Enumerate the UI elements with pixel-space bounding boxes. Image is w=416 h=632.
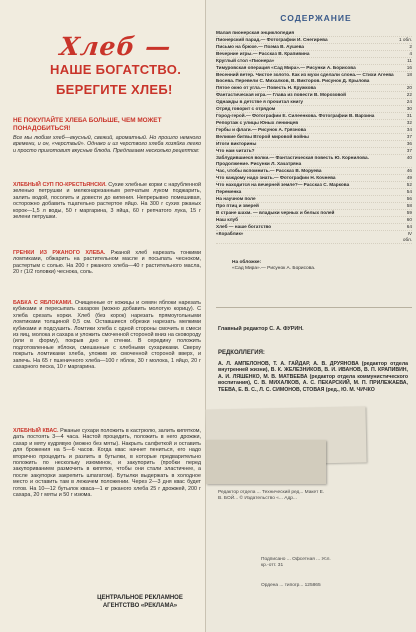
contents-row [216, 127, 412, 134]
contents-row-title: Письмо на брюхе.— Поэма В. Аушева [216, 44, 305, 49]
recipe-kvass-text: Ржаные сухари положить в кастрюлю, залить кипятком, дать постоять 3—4 часа. Настой процедить, положить в него дрожжи, сахар и мяту кудрявую (можно без мяты). Накрыть салфеткой и оставить для брожения на 5—6 часов. Когда квас начнет пениться, его надо вторично процедить и разлить в бутылки, в которые предварительно положить по нескольку изюминок, и закупорить (пробки перед закупориванием размочить в кипятке, чтобы они стали эластичнее, а после закупорки закрепить шпагатом). Бутылки выдержать в холодное место и оставить там в лежачем положении. Через 2—3 дня квас будет готов. На 10—12 бутылок кваса—1 кг ржаного хлеба 25 г дрожжей, 200 г сахара, 20 г мяты и 50 г изюма. [13, 428, 201, 499]
contents-row [216, 113, 412, 120]
contents-row [216, 134, 412, 141]
contents-row-page: 24 [406, 99, 412, 104]
contents-row-page: 40 [406, 155, 412, 160]
contents-row-page: 37 [406, 148, 412, 153]
contents-row [216, 51, 412, 58]
recipe-kvass [13, 428, 201, 498]
contents-row-title: Город-герой.— Фотографии Е. Силеенкова. Фотографии В. Варзина [216, 113, 375, 118]
contents-row [216, 224, 412, 231]
contents-row [216, 30, 412, 37]
contents-row [216, 175, 412, 182]
contents-row-title: В стране шахм. — владыки черных и белых полей [216, 210, 335, 215]
contents-row-page: 31 [406, 113, 412, 118]
editorial-board-heading: РЕДКОЛЛЕГИЯ: [218, 350, 265, 356]
contents-row [216, 217, 412, 224]
overlapping-paper-strip-2 [206, 440, 326, 484]
recipe-kvass-heading: ХЛЕБНЫЙ КВАС. [13, 428, 59, 434]
masthead-line-2: НАШЕ БОГАТСТВО. [50, 62, 182, 77]
contents-row-page: 59 [406, 210, 412, 215]
recipe-apple-cake [13, 300, 201, 370]
contents-row [216, 141, 412, 148]
contents-row-title: Однажды в детстве я прочитал книгу [216, 99, 304, 104]
contents-row [216, 168, 412, 175]
contents-row-title: Про птиц и зверей [216, 203, 259, 208]
contents-row-page: 18 [406, 72, 412, 77]
article-lead: НЕ ПОКУПАЙТЕ ХЛЕБА БОЛЬШЕ, ЧЕМ МОЖЕТ ПОНАДОБИТЬСЯ! [13, 117, 162, 132]
contents-row [216, 196, 412, 203]
contents-row [216, 189, 412, 196]
article-masthead [50, 30, 200, 108]
contents-row-title: Вечерние игры.— Рассказ В. Крапивина [216, 51, 310, 56]
contents-row-page: 1 обл. [398, 37, 412, 42]
contents-row-title: Итоги викторины [216, 141, 257, 146]
contents-row-page: 20 [406, 85, 412, 90]
recipe-soup-heading: ХЛЕБНЫЙ СУП ПО-КРЕСТЬЯНСКИ. [13, 182, 107, 188]
divider [216, 307, 412, 308]
contents-row [216, 155, 412, 168]
contents-row [216, 231, 412, 244]
contents-row-title: Весенний ветер. Чистое золото. Как из мухи сделали слона.— Стихи Агеева Босева. Перевели С. Михалков, В. Викторов. Рисунок Д. Крылова [216, 72, 394, 83]
contents-row [216, 92, 412, 99]
article-intro: Все мы любим хлеб—вкусный, свежий, ароматный. Но прошло немного времени, и он, «черствый». Однако и из черствого хлеба хозяйка легко и просто приготовит вкусные блюда. Предлагаем несколько рецептов: [13, 135, 201, 154]
contents-row-page: IV обл. [402, 231, 412, 242]
contents-row-title: Репортаж с улицы Юных ленинцев [216, 120, 299, 125]
contents-row-page: 22 [406, 92, 412, 97]
contents-row-page: 52 [406, 182, 412, 187]
contents-row [216, 120, 412, 127]
contents-row [216, 65, 412, 72]
contents-row-page: 34 [406, 127, 412, 132]
contents-row-title: Заблудившиеся волки.— Фантастическая повесть Ю. Корнилова. Продолжение. Рисунки Л. Хачатряна [216, 155, 369, 166]
contents-row-page: 64 [406, 224, 412, 229]
contents-row-page: 11 [407, 58, 412, 63]
masthead-line-3: БЕРЕГИТЕ ХЛЕБ! [56, 82, 173, 97]
advertising-agency [80, 594, 200, 610]
contents-row-title: Тимуровская операция «Сад Мира».— Рисунки А. Борисова [216, 65, 356, 70]
recipe-soup-text: Сухие хлебные корки с нарубленной зеленью петрушки и мелконарезанным репчатым луком поджарить, залить водой, посолить и довести до кипения. Непрерывно помешивая, осторожно добавить тщательно растертое яйцо. На 300 г сухих ржаных корок—1,5 л воды, 50 г маргарина, 3 яйца, 60 г репчатого лука, 15 г зелени петрушки. [13, 182, 202, 221]
imprint-printer: Ордена ... типогр... 125865 [261, 583, 321, 588]
contents-row-title: Фантастическая игра.— Глава из повести В. Морозовой [216, 92, 347, 97]
contents-row [216, 85, 412, 92]
contents-row-page: 2 [409, 44, 412, 49]
contents-row [216, 37, 412, 44]
bread-article-column [0, 0, 205, 632]
contents-row-page: 46 [406, 168, 412, 173]
contents-row-page: 60 [406, 217, 412, 222]
recipe-apple-cake-text: Очищенные от кожицы и семян яблоки нарезать кубиками и пересыпать сахаром (можно добавить молотую корицу). С хлеба срезать корки. Хлеб (без корок) нарезать прямоугольными ломтиками толщиной 0,5 см. Оставшиеся обрезки нарезать мелкими кубиками и подсушить. Ломтики хлеба с одной стороны смочить в смеси из яиц, молока и сахара и уложить смоченной стороной вниз на сковороду (или в форму), покрыв дно и стенки. В середину положить подготовленные яблоки, смешанные с хлебными сухариками. Сверху покрыть ломтиками хлеба, уложив их смоченной стороной вверх, и запечь. На 65 г пшеничного хлеба—100 г яблок, 30 г молока, 1 яйцо, 20 г сахарного песка, 10 г маргарина. [13, 300, 201, 371]
contents-row-title: Переменка [216, 189, 242, 194]
contents-row-title: Великие битвы Второй мировой войны [216, 134, 309, 139]
recipe-soup [13, 182, 201, 220]
contents-row-title: Что нам читать? [216, 148, 255, 153]
recipe-croutons [13, 250, 201, 276]
contents-column [205, 0, 416, 632]
contents-row-page: 58 [406, 203, 412, 208]
contents-row-page: 37 [406, 134, 412, 139]
contents-row-page: 49 [406, 175, 412, 180]
contents-row-page: 56 [406, 196, 412, 201]
contents-row [216, 58, 412, 65]
agency-line-1: ЦЕНТРАЛЬНОЕ РЕКЛАМНОЕ [97, 595, 183, 601]
imprint-block: Редактор отдела ... Технический ред... Макет Е. В. БОЙ... © Издательство «... Адр... [218, 490, 325, 501]
contents-row [216, 99, 412, 106]
contents-row-title: Час, чтобы вспомнить.— Рассказ В. Моруева [216, 168, 322, 173]
contents-row [216, 72, 412, 85]
contents-row-title: Что каждому надо знать.— Фотографии Н. Кочнева [216, 175, 336, 180]
contents-row [216, 106, 412, 113]
contents-row-title: Хлеб — наше богатство [216, 224, 272, 229]
contents-row-title: Пятое окно от угла.— Повесть Н. Кружкова [216, 85, 316, 90]
contents-row [216, 44, 412, 51]
contents-row-title: Наш клуб [216, 217, 239, 222]
contents-row-page [398, 30, 412, 36]
contents-row-title: Круглый стол «Пионера» [216, 58, 275, 63]
contents-row-title: Гербы и флаги.— Рисунок А. Грязнова [216, 127, 306, 132]
chief-editor: Главный редактор С. А. ФУРИН. [218, 326, 304, 332]
cover-note-text: «Сад Мира».— Рисунок А. Борисова. [232, 266, 316, 271]
contents-row-title: Пионерский парад.— Фотографии И. Снегирева [216, 37, 328, 42]
contents-row-page: 4 [409, 51, 412, 56]
cover-note-heading: На обложке: [232, 260, 262, 265]
imprint-print-details: Подписано ... Офсетная ... Усл. кр.-отт. 31 [261, 557, 331, 568]
contents-row-page: 54 [406, 189, 412, 194]
cover-note [232, 260, 315, 272]
contents-title: СОДЕРЖАНИЕ [280, 13, 352, 23]
recipe-croutons-text: Ржаной хлеб нарезать тонкими ломтиками, обжарить на растительном масле и посыпать чесноком, растертым с солью. На 200 г ржаного хлеба—40 г растительного масла, 20 г (1/2 головки) чеснока, соль. [13, 250, 202, 276]
agency-line-2: АГЕНТСТВО «РЕКЛАМА» [102, 603, 178, 609]
masthead-line-1: Хлеб — [58, 32, 173, 61]
contents-row [216, 148, 412, 155]
contents-row [216, 203, 412, 210]
contents-row-title: Малая пионерская энциклопедия [216, 30, 295, 35]
contents-row [216, 182, 412, 189]
contents-row [216, 210, 412, 217]
recipe-croutons-heading: ГРЕНКИ ИЗ РЖАНОГО ХЛЕБА. [13, 250, 106, 256]
contents-row-title: Отряд говорит с отрядом [216, 106, 276, 111]
editorial-board-list: А. Л. АМПЕЛОНОВ, Т. А. ГАЙДАР, А. В. ДРУЯНОВА (редактор отдела внутренней жизни), В. К. ЖЕЛЕЗНИКОВ, В. И. ИВАНОВ, В. П. КРАПИВИН, А. И. ЛЯШЕНКО, М. В. МАТВЕЕВА (редактор отдела коммунистического воспитания), С. В. МИХАЛКОВ, А. С. ПЕКАРСКИЙ, М. П. ПРИЛЕЖАЕВА, ТЕЕВА, Е. В. С., Л. С. СИМОНОВ, СТОВАЯ (ред., Ю. М. ЧИЧКО [218, 361, 408, 393]
contents-row-title: На научном поле [216, 196, 256, 201]
contents-row-page: 32 [406, 120, 412, 125]
recipe-apple-cake-heading: БАБКА С ЯБЛОКАМИ. [13, 300, 73, 306]
contents-list [216, 30, 412, 244]
contents-row-title: «Кораблик» [216, 231, 244, 236]
contents-row-page: 36 [406, 141, 412, 146]
contents-row-page: 30 [406, 106, 412, 111]
contents-row-title: Что находится на вечерней земле?— Рассказ С. Маркова [216, 182, 350, 187]
contents-row-page: 16 [406, 65, 412, 70]
